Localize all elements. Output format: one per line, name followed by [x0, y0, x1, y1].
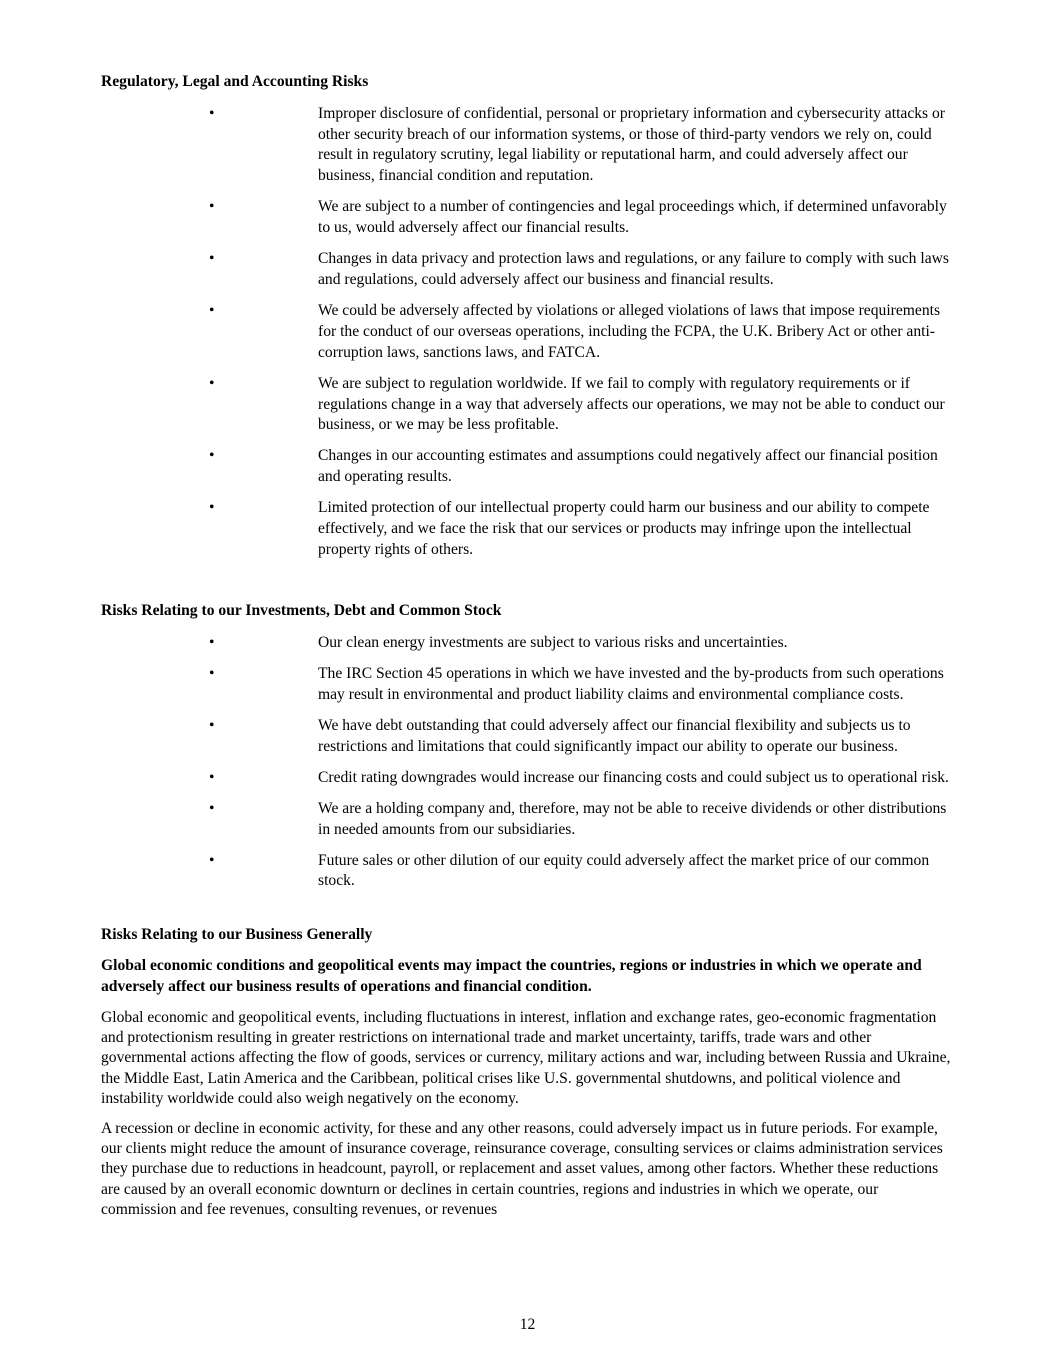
- risk-text: Our clean energy investments are subject to various risks and uncertainties.: [318, 633, 788, 651]
- risk-list: [101, 104, 956, 561]
- list-item: [101, 197, 956, 239]
- bullet-icon: •: [209, 447, 215, 465]
- bullet-icon: •: [209, 374, 215, 392]
- risk-text: We are a holding company and, therefore, may not be able to receive dividends or other distributions in needed amounts from our subsidiaries.: [318, 799, 947, 838]
- bullet-icon: •: [209, 302, 215, 320]
- list-item: [101, 301, 956, 363]
- bullet-icon: •: [209, 633, 215, 651]
- list-item: [101, 768, 956, 789]
- list-item: [101, 716, 956, 758]
- bullet-icon: •: [209, 851, 215, 869]
- risk-list: [101, 633, 956, 892]
- section-heading: Regulatory, Legal and Accounting Risks: [101, 73, 369, 90]
- list-item: [101, 498, 956, 560]
- page-number: 12: [519, 1316, 536, 1333]
- list-item: [101, 664, 956, 706]
- list-item: [101, 249, 956, 291]
- risk-text: Changes in data privacy and protection laws and regulations, or any failure to comply with such laws and regulations, could adversely affect our business and financial results.: [318, 250, 949, 288]
- bullet-icon: •: [209, 198, 215, 216]
- risk-text: We are subject to regulation worldwide. If we fail to comply with regulatory requirements or if regulations change in a way that adversely affects our operations, we may not be able to conduct our business, or we may be less profitable.: [318, 374, 945, 434]
- section-regulatory-risks: [101, 72, 956, 561]
- risk-text: The IRC Section 45 operations in which we have invested and the by-products from such operations may result in environmental and product liability claims and environmental compliance costs.: [318, 664, 944, 703]
- list-item: [101, 851, 956, 893]
- bullet-icon: •: [209, 768, 215, 786]
- risk-text: Improper disclosure of confidential, personal or proprietary information and cybersecurity attacks or other security breach of our information systems, or those of third-party vendors we rely on, could result in regulatory scrutiny, legal liability or reputational harm, and could adversely affect our business, financial condition and reputation.: [318, 104, 945, 185]
- spacer: [101, 903, 956, 925]
- risk-text: We could be adversely affected by violations or alleged violations of laws that impose requirements for the conduct of our overseas operations, including the FCPA, the U.K. Bribery Act or other anti-corruption laws, sanctions laws, and FATCA.: [318, 302, 941, 361]
- body-paragraph: A recession or decline in economic activity, for these and any other reasons, could adversely impact us in future periods. For example, our clients might reduce the amount of insurance coverage, reinsurance coverage, consulting services or claims administration services they purchase due to reductions in headcount, payroll, or replacement and asset values, among other factors. Whether these reductions are caused by an overall economic downturn or declines in certain countries, regions and industries in which we operate, our commission and fee revenues, consulting revenues, or revenues: [101, 1119, 943, 1218]
- risk-text: We have debt outstanding that could adversely affect our financial flexibility and subjects us to restrictions and limitations that could significantly impact our ability to operate our business.: [318, 716, 911, 755]
- section-investment-risks: [101, 601, 956, 892]
- body-paragraph: Global economic and geopolitical events, including fluctuations in interest, inflation and exchange rates, geo-economic fragmentation and protectionism resulting in greater restrictions on international trade and market uncertainty, tariffs, trade wars and other governmental actions affecting the flow of goods, services or currency, military actions and war, including between Russia and Ukraine, the Middle East, Latin America and the Caribbean, political crises like U.S. governmental shutdowns, and political violence and instability worldwide could also weigh negatively on the economy.: [101, 1008, 951, 1107]
- bullet-icon: •: [209, 250, 215, 268]
- bullet-icon: •: [209, 799, 215, 817]
- bullet-icon: •: [209, 716, 215, 734]
- list-item: [101, 374, 956, 436]
- section-heading: Risks Relating to our Investments, Debt and Common Stock: [101, 602, 502, 620]
- list-item: [101, 104, 956, 187]
- list-item: [101, 799, 956, 841]
- risk-subheading: Global economic conditions and geopolitical events may impact the countries, regions or industries in which we operate and adversely affect our business results of operations and financial condition.: [101, 957, 922, 996]
- bullet-icon: •: [209, 664, 215, 682]
- risk-text: Changes in our accounting estimates and assumptions could negatively affect our financial position and operating results.: [318, 447, 938, 486]
- section-heading: Risks Relating to our Business Generally: [101, 925, 373, 943]
- list-item: [101, 446, 956, 488]
- risk-text: Credit rating downgrades would increase our financing costs and could subject us to operational risk.: [318, 768, 949, 786]
- section-business-risks: [101, 925, 956, 1220]
- document-page: [101, 72, 956, 1230]
- risk-text: Future sales or other dilution of our equity could adversely affect the market price of our common stock.: [318, 851, 930, 890]
- list-item: [101, 633, 956, 654]
- risk-text: Limited protection of our intellectual property could harm our business and our ability to compete effectively, and we face the risk that our services or products may infringe upon the intellectual property rights of others.: [318, 499, 930, 558]
- bullet-icon: •: [209, 104, 215, 122]
- spacer: [101, 571, 956, 601]
- bullet-icon: •: [209, 499, 215, 517]
- risk-text: We are subject to a number of contingencies and legal proceedings which, if determined unfavorably to us, would adversely affect our financial results.: [318, 198, 947, 237]
